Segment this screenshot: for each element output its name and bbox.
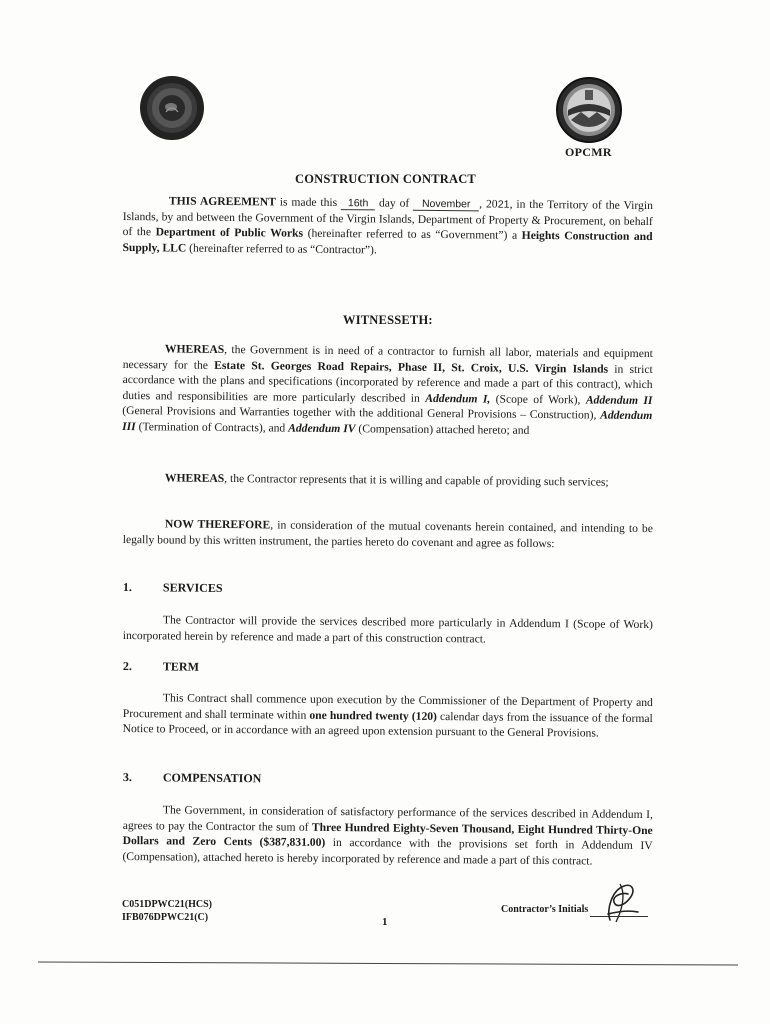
section-title: TERM — [162, 659, 199, 674]
agreement-text: , 20 — [479, 197, 498, 211]
whereas-lead: WHEREAS — [164, 471, 225, 485]
department-name: Department of Public Works — [155, 225, 304, 240]
contractor-name: Heights Construction and Supply, LLC — [122, 229, 653, 255]
witnesseth-heading: WITNESSETH: — [343, 313, 433, 327]
section-body: The Contractor will provide the services described more particularly in Addendum I (Scope of Work) incorporated herein by reference and made a part of this construction contract. — [122, 613, 653, 646]
contract-amount: Three Hundred Eighty-Seven Thousand, Eight Hundred Thirty-One Dollars and Zero Cents ($387,831.00) — [122, 820, 653, 850]
agreement-text: , in the Territory of the Virgin Islands, by and between the Government of the Virgin Islands, Department of Property & Procurement, on behalf of the — [122, 197, 653, 239]
section-title: COMPENSATION — [162, 770, 262, 786]
agreement-text: is made this — [275, 195, 342, 210]
now-therefore-lead: NOW THEREFORE — [164, 517, 271, 532]
scan-edge-line — [38, 961, 738, 965]
whereas-text: (General Provisions and Warranties together with the additional General Provisions – Construction), — [122, 404, 601, 422]
section-number: 2. — [122, 659, 132, 674]
section-title: SERVICES — [162, 580, 223, 595]
month-field: November — [413, 198, 479, 212]
opcmr-seal-icon — [555, 76, 623, 146]
whereas-text: , the Government is in need of a contractor to furnish all labor, materials and equipment necessary for the — [122, 342, 653, 372]
signature-initials-icon — [602, 880, 642, 924]
section-number: 1. — [122, 580, 132, 595]
section-3-text — [122, 802, 653, 869]
whereas-text: , the Contractor represents that it is willing and capable of providing such services; — [224, 471, 609, 489]
page-number: 1 — [382, 916, 388, 928]
addendum-3-ref: Addendum III — [122, 408, 653, 434]
now-therefore-paragraph — [123, 516, 653, 552]
contract-code: C051DPWC21(HCS) — [122, 899, 212, 910]
section-body: in accordance with the provisions set forth in Addendum IV (Compensation), attached hereto is hereby incorporated by reference and made a part of this contract. — [122, 836, 653, 868]
whereas-paragraph-1 — [122, 341, 653, 440]
addendum-2-ref: Addendum II — [585, 393, 653, 407]
now-therefore-text: , in consideration of the mutual covenants herein contained, and intending to be legally bound by this written instrument, the parties hereto do covenant and agree as follows: — [122, 518, 653, 550]
section-body: This Contract shall commence upon execution by the Commissioner of the Department of Property and Procurement and shall terminate within — [122, 691, 653, 722]
agreement-lead: THIS AGREEMENT — [168, 194, 276, 209]
section-2-text — [123, 690, 653, 742]
project-name: Estate St. Georges Road Repairs, Phase II, St. Croix, U.S. Virgin Islands — [214, 358, 609, 376]
section-1-text — [123, 612, 653, 648]
section-number: 3. — [122, 770, 132, 785]
section-1-heading — [123, 580, 223, 596]
initials-label: Contractor’s Initials — [501, 904, 589, 915]
whereas-text: (Compensation) attached hereto; and — [355, 422, 530, 437]
section-3-heading — [123, 770, 262, 786]
agreement-text: day of — [375, 196, 414, 210]
document-codes — [122, 898, 212, 924]
section-body: The Government, in consideration of satisfactory performance of the services described in Addendum I, agrees to pay the Contractor the sum of — [122, 803, 653, 834]
addendum-1-ref: Addendum I, — [425, 391, 491, 406]
whereas-lead: WHEREAS — [164, 342, 225, 356]
government-seal-icon — [138, 74, 206, 142]
agreement-text: (hereinafter referred to as “Government”) a — [302, 226, 522, 243]
term-duration: one hundred twenty (120) — [309, 708, 438, 723]
agreement-paragraph — [122, 193, 653, 260]
whereas-paragraph-2 — [123, 470, 653, 491]
year-field: 21 — [497, 198, 510, 211]
ifb-code: IFB076DPWC21(C) — [122, 912, 209, 923]
opcmr-label: OPCMR — [565, 145, 612, 159]
whereas-text: (Scope of Work), — [490, 392, 586, 407]
whereas-text: (Termination of Contracts), and — [135, 420, 289, 435]
whereas-text: in strict accordance with the plans and specifications (incorporated by reference and made a part of this contract), which duties and responsibilities are more particularly described in — [122, 362, 653, 405]
contract-title: CONSTRUCTION CONTRACT — [295, 172, 476, 186]
addendum-4-ref: Addendum IV — [288, 421, 356, 436]
section-body: calendar days from the issuance of the formal Notice to Proceed, or in accordance with an agreed upon extension pursuant to the General Provisions. — [122, 709, 653, 740]
section-2-heading — [123, 659, 199, 675]
agreement-text: (hereinafter referred to as “Contractor”). — [186, 241, 377, 257]
day-field: 16th — [341, 197, 375, 210]
